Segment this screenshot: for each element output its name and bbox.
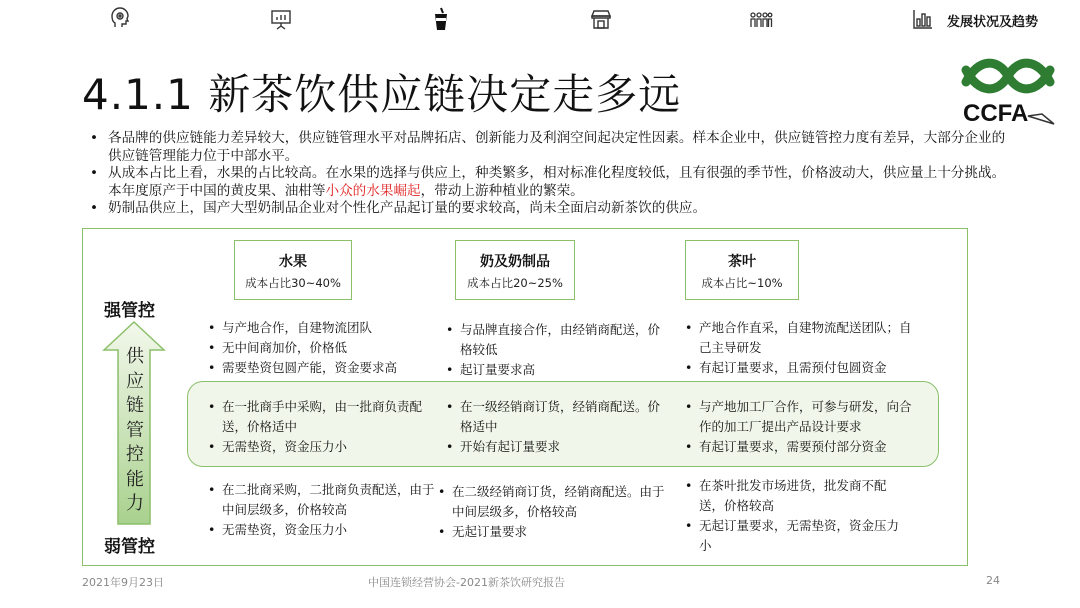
weak-control-label: 弱管控	[104, 537, 155, 557]
cell-dairy-weak	[436, 482, 668, 542]
highlight-text: 小众的水果崛起	[325, 182, 421, 199]
category-name: 水果	[279, 254, 307, 270]
intro-bullet: • 奶制品供应上，国产大型奶制品企业对个性化产品起订量的要求较高，尚未全面启动新茶饮的供应。	[88, 200, 1008, 218]
cell-item: • 与产地合作，自建物流团队	[206, 318, 436, 338]
cell-tea-strong	[683, 318, 923, 378]
cell-item: • 无起订量要求，无需垫资，资金压力小	[683, 516, 905, 556]
category-name: 奶及奶制品	[480, 254, 550, 270]
cell-item: • 需要垫资包圆产能，资金要求高	[206, 358, 436, 378]
footer-date: 2021年9月23日	[82, 576, 164, 589]
cell-item: • 开始有起订量要求	[444, 437, 672, 457]
category-cost: 成本占比~10%	[701, 276, 783, 290]
storefront-icon[interactable]	[588, 6, 614, 32]
cell-item: • 与品牌直接合作，由经销商配送，价格较低	[444, 320, 672, 360]
cell-item: • 在二级经销商订货，经销商配送。由于中间层级多，价格较高	[436, 482, 668, 522]
strong-control-label: 强管控	[104, 301, 155, 321]
cell-item: • 在一批商手中采购，由一批商负责配送，价格适中	[206, 397, 442, 437]
cell-tea-middle	[683, 397, 923, 457]
intro-bullet: • 各品牌的供应链能力差异较大，供应链管理水平对品牌拓店、创新能力及利润空间起决定性因素。样本企业中，供应链管控力度有差异，大部分企业的供应链管理能力位于中部水平。	[88, 130, 1008, 165]
brain-head-icon[interactable]	[108, 6, 134, 32]
presentation-board-icon[interactable]	[268, 6, 294, 32]
cell-dairy-middle	[444, 397, 672, 457]
cell-item: • 无需垫资，资金压力小	[206, 437, 442, 457]
cell-item: • 产地合作直采，自建物流配送团队；自己主导研发	[683, 318, 923, 358]
logo-text: CCFA	[963, 100, 1029, 127]
people-group-icon[interactable]	[748, 6, 774, 32]
cell-tea-weak	[683, 476, 905, 556]
cell-item: • 在一级经销商订货，经销商配送。价格适中	[444, 397, 672, 437]
bubble-tea-cup-icon[interactable]	[428, 6, 454, 32]
category-cost: 成本占比20~25%	[467, 276, 563, 290]
cell-fruit-weak	[206, 480, 442, 540]
axis-label: 供应链管控能力	[126, 346, 144, 514]
top-nav	[0, 6, 1080, 36]
cell-item: • 有起订量要求，需要预付部分资金	[683, 437, 923, 457]
category-fruit	[234, 240, 352, 300]
page-number: 24	[986, 574, 1000, 587]
cell-item: • 无需垫资，资金压力小	[206, 520, 442, 540]
cell-fruit-middle	[206, 397, 442, 457]
cell-item: • 在二批商采购，二批商负责配送，由于中间层级多，价格较高	[206, 480, 442, 520]
cell-item: • 与产地加工厂合作，可参与研发，向合作的加工厂提出产品设计要求	[683, 397, 923, 437]
cell-dairy-strong	[444, 320, 672, 380]
footer-source: 中国连锁经营协会-2021新茶饮研究报告	[368, 576, 565, 589]
cell-item: • 有起订量要求，且需预付包圆资金	[683, 358, 923, 378]
cell-item: • 起订量要求高	[444, 360, 672, 380]
category-name: 茶叶	[728, 254, 756, 270]
page-title: 4.1.1 新茶饮供应链决定走多远	[82, 70, 682, 119]
category-cost: 成本占比30~40%	[245, 276, 341, 290]
category-dairy	[455, 240, 575, 300]
category-tea	[685, 240, 799, 300]
cell-item: • 在茶叶批发市场进货，批发商不配送，价格较高	[683, 476, 905, 516]
bar-chart-icon[interactable]	[910, 6, 936, 32]
nav-active-label[interactable]: 发展状况及趋势	[947, 15, 1039, 30]
cell-fruit-strong	[206, 318, 436, 378]
cell-item: • 无中间商加价，价格低	[206, 338, 436, 358]
intro-bullets	[88, 130, 1008, 218]
cell-item: • 无起订量要求	[436, 522, 668, 542]
intro-bullet: • 从成本占比上看，水果的占比较高。在水果的选择与供应上，种类繁多，相对标准化程度较低，且有很强的季节性，价格波动大，供应量上十分挑战。本年度原产于中国的黄皮果、油柑等小众的水果崛起，带动上游种植业的繁荣。	[88, 165, 1008, 200]
